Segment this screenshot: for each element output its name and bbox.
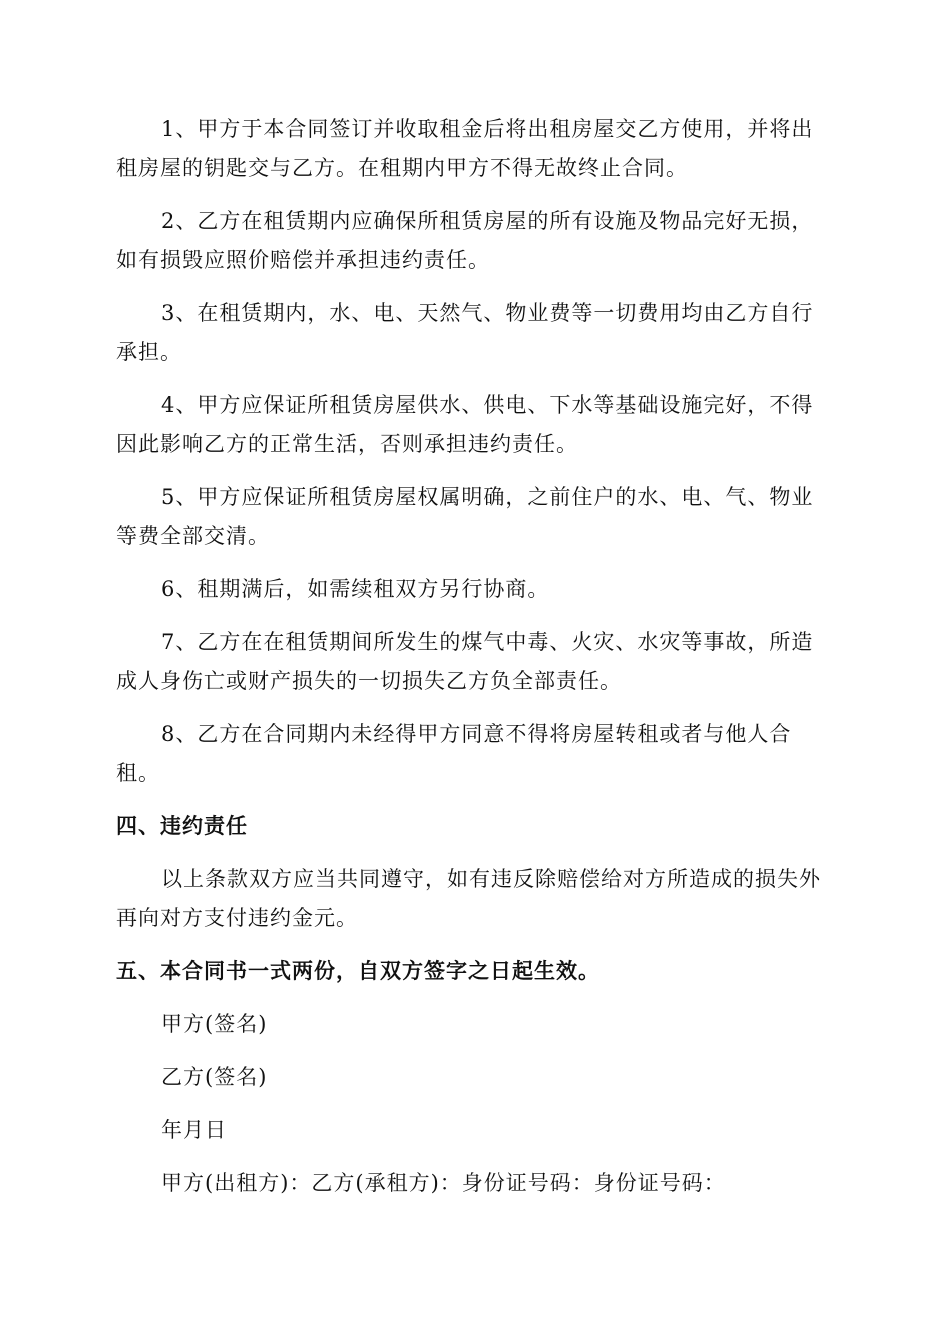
clause-7: 7、乙方在在租赁期间所发生的煤气中毒、火灾、水灾等事故，所造成人身伤亡或财产损失的一切损失乙方负全部责任。 <box>116 630 814 693</box>
clause-3: 3、在租赁期内，水、电、天然气、物业费等一切费用均由乙方自行承担。 <box>116 301 814 364</box>
party-a-signature-line: 甲方(签名) <box>161 1012 268 1036</box>
clause-2: 2、乙方在租赁期内应确保所租赁房屋的所有设施及物品完好无损，如有损毁应照价赔偿并承担违约责任。 <box>116 209 814 272</box>
id-number-line: 甲方(出租方)：乙方(承租方)：身份证号码：身份证号码： <box>161 1171 726 1195</box>
date-line: 年月日 <box>161 1118 227 1142</box>
document-body <box>116 110 828 1217</box>
clause-6: 6、租期满后，如需续租双方另行协商。 <box>161 577 550 601</box>
section-5-heading: 五、本合同书一式两份，自双方签字之日起生效。 <box>116 959 600 983</box>
clause-4: 4、甲方应保证所租赁房屋供水、供电、下水等基础设施完好，不得因此影响乙方的正常生活，否则承担违约责任。 <box>116 393 814 456</box>
clause-5: 5、甲方应保证所租赁房屋权属明确，之前住户的水、电、气、物业等费全部交清。 <box>116 485 814 548</box>
clause-8: 8、乙方在合同期内未经得甲方同意不得将房屋转租或者与他人合租。 <box>116 722 792 785</box>
section-4-text: 以上条款双方应当共同遵守，如有违反除赔偿给对方所造成的损失外再向对方支付违约金元。 <box>116 867 821 930</box>
party-b-signature-line: 乙方(签名) <box>161 1065 268 1089</box>
section-4-heading: 四、违约责任 <box>116 814 248 838</box>
clause-1: 1、甲方于本合同签订并收取租金后将出租房屋交乙方使用，并将出租房屋的钥匙交与乙方。在租期内甲方不得无故终止合同。 <box>116 117 814 180</box>
